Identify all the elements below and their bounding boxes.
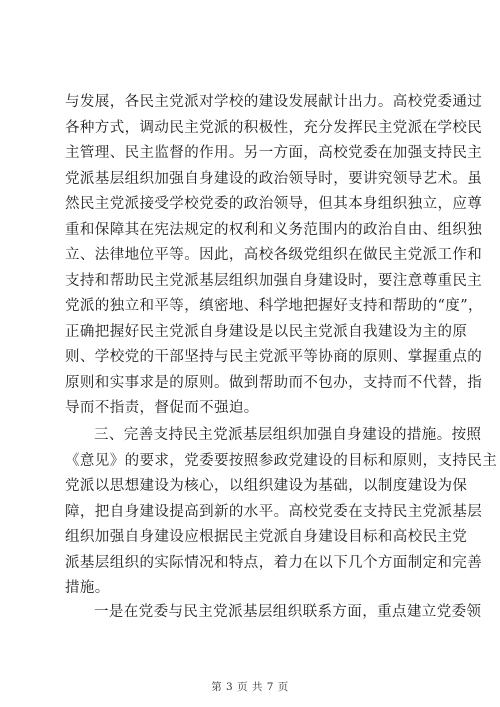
text-line: 则、学校党的干部坚持与民主党派平等协商的原则、掌握重点的 bbox=[65, 349, 483, 365]
text-line: 党派的独立和平等，缜密地、科学地把握好支持和帮助的“度”， bbox=[65, 298, 483, 314]
text-line: 正确把握好民主党派自身建设是以民主党派自我建设为主的原 bbox=[65, 323, 468, 340]
text-line: 障，把自身建设提高到新的水平。高校党委在支持民主党派基层 bbox=[65, 503, 483, 520]
text-line: 与发展，各民主党派对学校的建设发展献计出力。高校党委通过 bbox=[65, 94, 483, 110]
page-number-footer: 第 3 页 共 7 页 bbox=[211, 681, 289, 693]
text-line: 主管理、民主监督的作用。另一方面，高校党委在加强支持民主 bbox=[65, 145, 483, 161]
text-line: 派基层组织的实际情况和特点，着力在以下几个方面制定和完善 bbox=[65, 554, 483, 571]
paragraph-2 bbox=[65, 423, 498, 602]
paragraph-1 bbox=[65, 90, 483, 422]
text-line: 三、完善支持民主党派基层组织加强自身建设的措施。按照 bbox=[94, 427, 482, 443]
text-line: 措施。 bbox=[65, 580, 110, 596]
text-line: 党派基层组织加强自身建设的政治领导时，要讲究领导艺术。虽 bbox=[65, 170, 483, 187]
text-line: 导而不指责，督促而不强迫。 bbox=[65, 400, 259, 416]
text-line: 《意见》的要求，党委要按照参政党建设的目标和原则，支持民主 bbox=[65, 452, 498, 469]
paragraph-3 bbox=[65, 600, 482, 626]
text-line: 党派以思想建设为核心，以组织建设为基础，以制度建设为保 bbox=[65, 478, 468, 494]
text-line: 一是在党委与民主党派基层组织联系方面，重点建立党委领 bbox=[94, 604, 482, 620]
text-line: 立、法律地位平等。因此，高校各级党组织在做民主党派工作和 bbox=[65, 247, 483, 263]
text-line: 支持和帮助民主党派基层组织加强自身建设时，要注意尊重民主 bbox=[65, 272, 483, 289]
text-line: 重和保障其在宪法规定的权利和义务范围内的政治自由、组织独 bbox=[65, 221, 483, 238]
text-line: 然民主党派接受学校党委的政治领导，但其本身组织独立，应尊 bbox=[65, 196, 483, 212]
text-line: 组织加强自身建设应根据民主党派自身建设目标和高校民主党 bbox=[65, 529, 468, 545]
text-line: 各种方式，调动民主党派的积极性，充分发挥民主党派在学校民 bbox=[65, 119, 483, 136]
text-line: 原则和实事求是的原则。做到帮助而不包办，支持而不代替，指 bbox=[65, 374, 483, 391]
